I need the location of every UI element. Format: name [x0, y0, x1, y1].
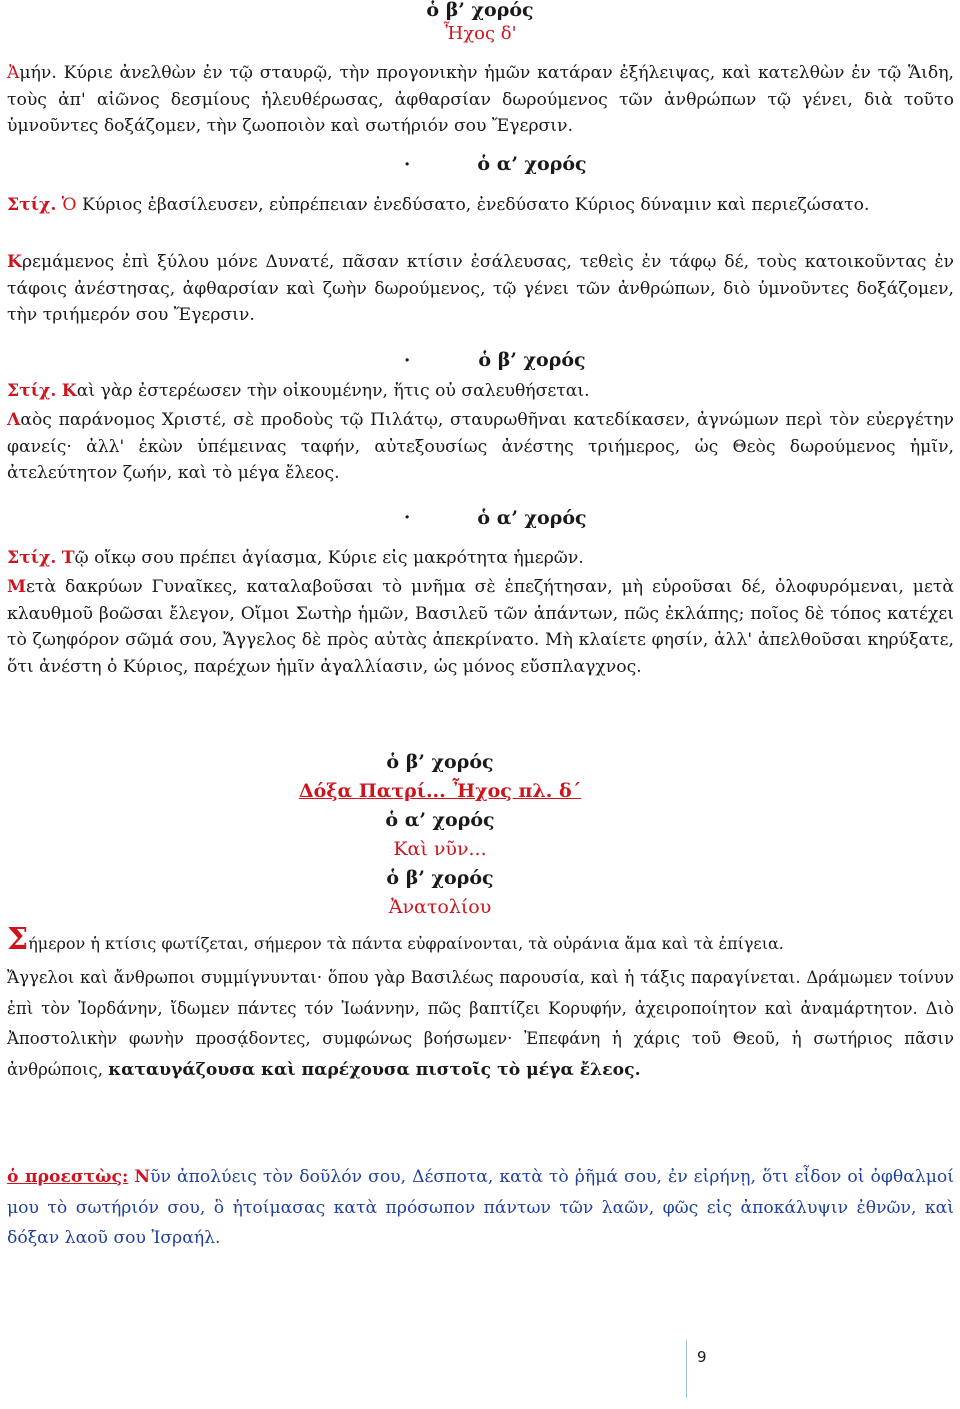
bold-phrase: καταυγάζουσα καὶ παρέχουσα πιστοῖς τὸ μέγα ἔλεος.: [108, 1059, 641, 1080]
bullet-dot: ·: [404, 154, 411, 175]
choir-heading: ὁ α’ χορός: [477, 507, 587, 529]
tone-heading: Ἦχος δ': [443, 23, 517, 44]
paragraph-meta-dakryon: [7, 574, 954, 680]
paragraph-text: ετὰ δακρύων Γυναῖκες, καταλαβοῦσαι τὸ μνῆμα σὲ ἐπεζήτησαν, μὴ εὑροῦσαι δέ, ὀλοφυρόμεναι, μετὰ κλαυθμοῦ βοῶσαι ἔλεγον, Οἴμοι Σωτὴρ ἡμῶν, Βασιλεῦ τῶν ἁπάντων, πῶς ἐκλάπης; ποῖος δὲ τόπος κατέχει τὸ ζωηφόρον σῶμά σου, Ἄγγελος δὲ πρὸς αὐτὰς ἀπεκρίνατο. Μὴ κλαίετε φησίν, ἀλλ' ἀπελθοῦσαι κηρύξατε, ὅτι ἀνέστη ὁ Κύριος, παρέχων ἡμῖν ἀγαλλίασιν, ὡς μόνος εὔσπλαγχνος.: [7, 577, 954, 677]
paragraph-nyn-apolyeis: [7, 1162, 954, 1254]
bullet-dot: ·: [404, 507, 411, 528]
choir-heading: ὁ β’ χορός: [386, 751, 494, 773]
paragraph-amin: [7, 60, 954, 140]
page-number: 9: [697, 1348, 707, 1366]
initial-letter: Ν: [134, 1167, 151, 1187]
initial-letter: Ἀ: [7, 63, 20, 83]
paragraph-text: ῦν ἀπολύεις τὸν δοῦλόν σου, Δέσποτα, κατὰ τὸ ῥῆμά σου, ἐν εἰρήνῃ, ὅτι εἶδον οἱ ὀφθαλμοί μου τὸ σωτήριόν σου, ὃ ἡτοίμασας κατὰ πρόσωπον πάντων τῶν λαῶν, φῶς εἰς ἀποκάλυψιν ἐθνῶν, καὶ δόξαν λαοῦ σου Ἰσραήλ.: [7, 1167, 954, 1248]
doxa-heading: Δόξα Πατρί... Ἦχος πλ. δ΄: [298, 780, 582, 802]
author-heading: Ἀνατολίου: [388, 896, 492, 918]
choir-heading: ὁ β’ χορός: [386, 867, 494, 889]
choir-heading: ὁ α’ χορός: [385, 809, 495, 831]
stichos-label: Στίχ.: [7, 381, 57, 401]
stichos-label: Στίχ.: [7, 195, 57, 215]
paragraph-body: Ἄγγελοι καὶ ἄνθρωποι συμμίγνυνται· ὅπου γὰρ Βασιλέως παρουσία, καὶ ἡ τάξις παραγίνεται. Δράμωμεν τοίνυν ἐπὶ τὸν Ἰορδάνην, ἴδωμεν πάντες τόν Ἰωάννην, πῶς βαπτίζει Κορυφήν, ἀχειροποίητον καὶ ἀναμάρτητον. Διὸ Ἀποστολικὴν φωνὴν προσᾴδοντες, συμφώνως βοήσωμεν· Ἐπεφάνη ἡ χάρις τοῦ Θεοῦ, ἡ σωτήριος πᾶσιν ἀνθρώποις, καταυγάζουσα καὶ παρέχουσα πιστοῖς τὸ μέγα ἔλεος.: [7, 968, 954, 1080]
paragraph-kremamenos: [7, 249, 954, 329]
choir-heading: ὁ β’ χορός: [426, 0, 534, 21]
paragraph-first-line: [7, 922, 954, 960]
presider-label: ὁ προεστὼς:: [7, 1167, 129, 1187]
stichos-text: αὶ γὰρ ἐστερέωσεν τὴν οἰκουμένην, ἥτις οὐ σαλευθήσεται.: [76, 381, 590, 401]
stichos-2: [7, 378, 954, 405]
initial-letter: Τ: [61, 548, 75, 568]
kai-nyn-heading: Καὶ νῦν...: [393, 838, 487, 860]
choir-heading: ὁ β’ χορός: [478, 349, 586, 371]
heading-block: [0, 748, 880, 922]
paragraph-text: ρεμάμενος ἐπὶ ξύλου μόνε Δυνατέ, πᾶσαν κτίσιν ἐσάλευσας, τεθεὶς ἐν τάφῳ δέ, τοὺς κατοικοῦντας ἐν τάφοις ἀνέστησας, ἀφθαρσίαν καὶ ζωὴν δωρούμενος, τῷ γένει τῶν ἀνθρώπων, διὸ ὑμνοῦντες δοξάζομεν, τὴν τριήμερόν σου Ἔγερσιν.: [7, 252, 954, 325]
stichos-3: [7, 545, 954, 572]
stichos-text: ῷ οἴκῳ σου πρέπει ἁγίασμα, Κύριε εἰς μακρότητα ἡμερῶν.: [74, 548, 584, 568]
initial-letter: Ὁ: [61, 195, 77, 215]
initial-letter: Μ: [7, 577, 27, 597]
initial-letter: Κ: [7, 252, 22, 272]
paragraph-simeron: [7, 922, 954, 1085]
paragraph-laos: [7, 407, 954, 487]
initial-letter: Κ: [61, 381, 77, 401]
stichos-1: [7, 192, 954, 219]
paragraph-text: μήν. Κύριε ἀνελθὼν ἐν τῷ σταυρῷ, τὴν προγονικὴν ἡμῶν κατάραν ἐξήλειψας, καὶ κατελθὼν ἐν τῷ Ἅιδη, τοὺς ἀπ' αἰῶνος δεσμίους ἠλευθέρωσας, ἀφθαρσίαν δωρούμενος τῶν ἀνθρώπων τῷ γένει, διὰ τοῦτο ὑμνοῦντες δοξάζομεν, τὴν ζωοποιὸν καὶ σωτήριόν σου Ἔγερσιν.: [7, 63, 954, 136]
bullet-dot: ·: [404, 350, 411, 371]
paragraph-text: ήμερον ἡ κτίσις φωτίζεται, σήμερον τὰ πάντα εὐφραίνονται, τὰ οὐράνια ἅμα καὶ τὰ ἐπίγεια.: [28, 934, 784, 953]
choir-heading: ὁ α’ χορός: [477, 153, 587, 175]
initial-letter: Σ: [7, 922, 29, 957]
header: [0, 0, 960, 45]
paragraph-text: αὸς παράνομος Χριστέ, σὲ προδοὺς τῷ Πιλάτῳ, σταυρωθῆναι κατεδίκασεν, ἀγνώμων περὶ τὸν εὐεργέτην φανείς· ἀλλ' ἑκὼν ὑπέμεινας ταφήν, αὐτεξουσίως ἀνέστης τριήμερος, ὡς Θεὸς δωρούμενος ἡμῖν, ἀτελεύτητον ζωήν, καὶ τὸ μέγα ἔλεος.: [7, 410, 954, 483]
initial-letter: Λ: [7, 410, 21, 430]
stichos-label: Στίχ.: [7, 548, 57, 568]
footer-divider: [686, 1340, 687, 1398]
stichos-text: Κύριος ἐβασίλευσεν, εὐπρέπειαν ἐνεδύσατο, ἐνεδύσατο Κύριος δύναμιν καὶ περιεζώσατο.: [76, 195, 870, 215]
